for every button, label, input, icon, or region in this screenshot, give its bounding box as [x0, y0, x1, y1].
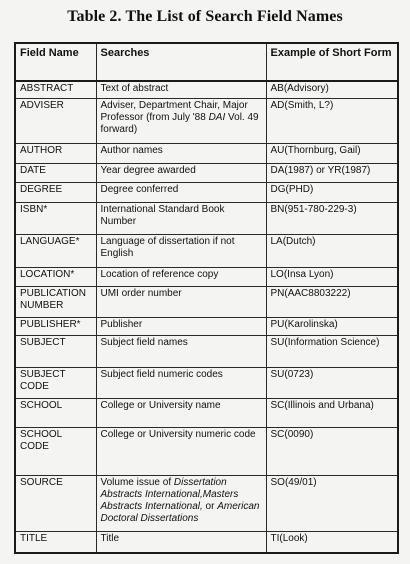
searches-cell: Author names	[96, 144, 266, 164]
header-field-name: Field Name	[15, 43, 96, 81]
table-row	[15, 164, 398, 183]
field-name-cell: ADVISER	[15, 99, 96, 144]
searches-cell: Title	[96, 532, 266, 553]
example-cell: SU(0723)	[266, 367, 398, 398]
example-cell: AD(Smith, L?)	[266, 99, 398, 144]
field-name-cell: ABSTRACT	[15, 81, 96, 99]
example-cell: SC(0090)	[266, 427, 398, 475]
searches-tail-text: Vol. 49 forward)	[100, 112, 259, 136]
table-row	[15, 399, 398, 427]
field-name-cell: TITLE	[15, 532, 96, 553]
table-row	[15, 475, 398, 532]
example-cell: LO(Insa Lyon)	[266, 268, 398, 287]
searches-cell: Language of dissertation if not English	[96, 234, 266, 268]
example-cell: SO(49/01)	[266, 475, 398, 532]
searches-cell: Publisher	[96, 318, 266, 336]
searches-cell: Degree conferred	[96, 183, 266, 203]
header-row	[15, 43, 398, 81]
field-name-cell: ISBN*	[15, 203, 96, 234]
field-name-cell: DEGREE	[15, 183, 96, 203]
example-cell: DG(PHD)	[266, 183, 398, 203]
table-row	[15, 144, 398, 164]
table-row	[15, 81, 398, 99]
searches-cell: College or University name	[96, 399, 266, 427]
searches-cell: International Standard Book Number	[96, 203, 266, 234]
searches-italic-text-2: American Doctoral Dissertations	[100, 500, 260, 524]
searches-cell: Subject field names	[96, 336, 266, 367]
example-cell: DA(1987) or YR(1987)	[266, 164, 398, 183]
table-row	[15, 367, 398, 398]
searches-text: Adviser, Department Chair, Major Professor (from July '88	[100, 100, 248, 124]
example-cell: SU(Information Science)	[266, 336, 398, 367]
field-name-cell: SOURCE	[15, 475, 96, 532]
header-example: Example of Short Form	[266, 43, 398, 81]
field-name-cell: SUBJECT CODE	[15, 367, 96, 398]
search-field-table	[14, 42, 399, 554]
example-cell: SC(Illinois and Urbana)	[266, 399, 398, 427]
searches-cell	[96, 99, 266, 144]
searches-cell: Subject field numeric codes	[96, 367, 266, 398]
searches-cell: Year degree awarded	[96, 164, 266, 183]
field-name-cell: LOCATION*	[15, 268, 96, 287]
searches-cell	[96, 475, 266, 532]
table-row	[15, 203, 398, 234]
field-name-cell: SCHOOL CODE	[15, 427, 96, 475]
example-cell: PU(Karolinska)	[266, 318, 398, 336]
searches-cell: UMI order number	[96, 287, 266, 318]
field-name-cell: LANGUAGE*	[15, 234, 96, 268]
table-row	[15, 234, 398, 268]
field-name-cell: DATE	[15, 164, 96, 183]
table-row	[15, 287, 398, 318]
searches-text: Volume issue of	[100, 476, 174, 488]
table-row	[15, 99, 398, 144]
example-cell: PN(AAC8803222)	[266, 287, 398, 318]
table-title: Table 2. The List of Search Field Names	[67, 8, 343, 25]
searches-italic-text: DAI	[208, 112, 226, 124]
searches-cell: Location of reference copy	[96, 268, 266, 287]
table-row	[15, 183, 398, 203]
example-cell: AU(Thornburg, Gail)	[266, 144, 398, 164]
table-row	[15, 268, 398, 287]
field-name-cell: PUBLISHER*	[15, 318, 96, 336]
header-searches: Searches	[96, 43, 266, 81]
field-name-cell: SCHOOL	[15, 399, 96, 427]
table-row	[15, 427, 398, 475]
example-cell: LA(Dutch)	[266, 234, 398, 268]
table-row	[15, 336, 398, 367]
searches-italic-text: Dissertation Abstracts International,Masters Abstracts International,	[100, 476, 239, 512]
example-cell: TI(Look)	[266, 532, 398, 553]
example-cell: BN(951-780-229-3)	[266, 203, 398, 234]
searches-cell: Text of abstract	[96, 81, 266, 99]
searches-mid-text: or	[202, 500, 218, 512]
example-cell: AB(Advisory)	[266, 81, 398, 99]
table-row	[15, 318, 398, 336]
field-name-cell: PUBLICATION NUMBER	[15, 287, 96, 318]
searches-cell: College or University numeric code	[96, 427, 266, 475]
field-name-cell: SUBJECT	[15, 336, 96, 367]
field-name-cell: AUTHOR	[15, 144, 96, 164]
table-row	[15, 532, 398, 553]
